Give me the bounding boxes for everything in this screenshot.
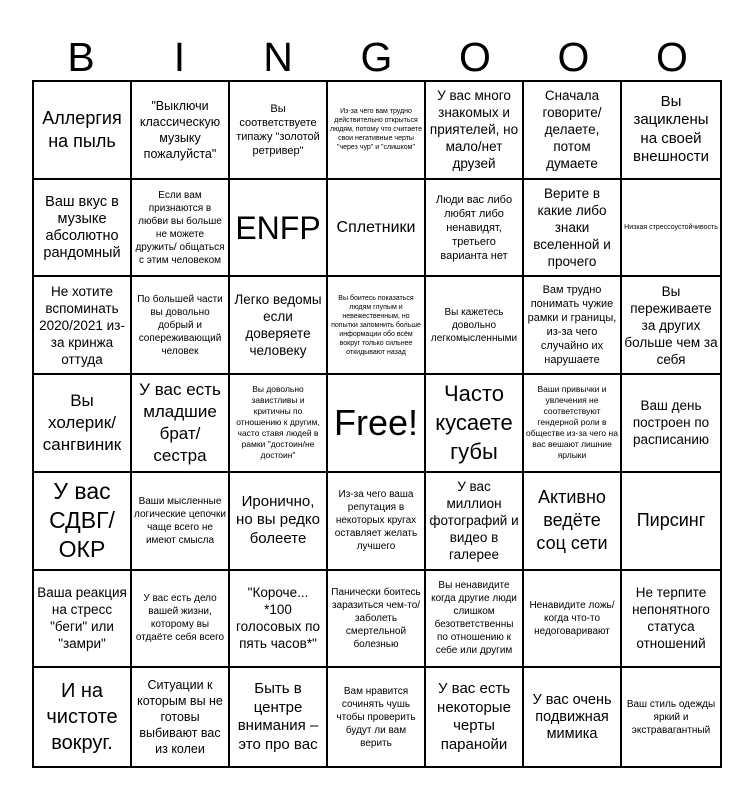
cell-text: Верите в какие либо знаки вселенной и прочего [533, 186, 611, 270]
bingo-cell[interactable] [132, 571, 230, 669]
cell-text: Сначала говорите/ делаете, потом думаете [542, 88, 602, 172]
cell-text: Вам трудно понимать чужие рамки и границы, из-за чего случайно их нарушаете [527, 284, 617, 367]
cell-text: У вас есть некоторые черты паранойи [437, 680, 511, 753]
bingo-cell[interactable] [34, 375, 132, 473]
cell-text: Ситуации к которым вы не готовы выбивают вас из колеи [137, 678, 223, 757]
cell-text: Не терпите непонятного статуса отношений [632, 585, 710, 652]
cell-text: И на чистоте вокруг. [46, 680, 118, 755]
cell-text: Вы соответствуете типажу "золотой ретривер" [236, 102, 320, 157]
cell-text: Вы холерик/ сангвиник [42, 390, 122, 454]
free-space[interactable] [328, 375, 426, 473]
cell-text: У вас СДВГ/ ОКР [49, 478, 115, 563]
cell-text: Из-за чего вам трудно действительно открыться людям, потому что считаете свои негативные черты "через чур" и "слишком" [330, 108, 422, 152]
bingo-cell[interactable] [34, 473, 132, 571]
cell-text: Из-за чего ваша репутация в некоторых кругах оставляет желать лучшего [334, 489, 418, 553]
bingo-grid [32, 80, 722, 768]
header-letter-n: N [263, 34, 293, 80]
bingo-cell[interactable] [34, 277, 132, 375]
cell-text: "Выключи классическую музыку пожалуйста" [139, 98, 221, 161]
bingo-cell[interactable] [524, 180, 622, 278]
bingo-cell[interactable] [426, 668, 524, 766]
bingo-cell[interactable] [328, 571, 426, 669]
cell-text: Низкая стрессоустойчивость [624, 224, 718, 232]
cell-text: По большей части вы довольно добрый и сопереживающий человек [137, 293, 223, 357]
bingo-cell[interactable] [230, 277, 328, 375]
cell-text: Часто кусаете губы [435, 381, 513, 465]
header-letter-o-2: O [557, 34, 590, 80]
cell-text: Вам нравится сочинять чушь чтобы проверить будут ли вам верить [336, 685, 416, 749]
bingo-cell[interactable] [426, 82, 524, 180]
cell-text: Иронично, но вы редко болеете [236, 492, 320, 547]
bingo-cell[interactable] [524, 473, 622, 571]
bingo-cell[interactable] [622, 82, 720, 180]
cell-text: Вы ненавидите когда другие люди слишком безответственны по отношению к себе или другим [431, 580, 517, 657]
bingo-cell[interactable] [524, 571, 622, 669]
cell-text: Ваши привычки и увлечения не соответствуют гендерной роли в обществе из-за чего на вас вешают лишние ярлыки [526, 384, 618, 461]
cell-text: Вы переживаете за других больше чем за себя [624, 283, 718, 367]
cell-text: Вы кажетесь довольно легкомысленными [430, 306, 518, 344]
cell-text: У вас есть дело вашей жизни, которому вы отдаёте себя всего [135, 593, 225, 644]
bingo-cell[interactable] [132, 375, 230, 473]
bingo-cell[interactable] [524, 668, 622, 766]
bingo-cell[interactable] [622, 277, 720, 375]
header-letter-g: G [360, 34, 393, 80]
bingo-cell[interactable] [622, 180, 720, 278]
cell-text: Ваш день построен по расписанию [632, 398, 710, 448]
cell-text: Вы зациклены на своей внешности [632, 92, 709, 166]
cell-text: Если вам признаются в любви вы больше не можете дружить/ общаться с этим человеком [135, 189, 225, 266]
cell-text: У вас есть младшие брат/ сестра [139, 379, 221, 465]
bingo-cell[interactable] [34, 571, 132, 669]
cell-text: Ваша реакция на стресс "беги" или "замри" [37, 585, 127, 652]
bingo-cell[interactable] [230, 668, 328, 766]
bingo-cell[interactable] [524, 82, 622, 180]
bingo-cell[interactable] [230, 375, 328, 473]
bingo-cell[interactable] [524, 277, 622, 375]
cell-text: Вы боитесь показаться людям глупым и невежественным, но попытки запомнить больше информации обо всём вокруг только сильнее откидывают назад [331, 294, 421, 356]
bingo-cell[interactable] [426, 571, 524, 669]
bingo-cell[interactable] [230, 473, 328, 571]
header-letter-b: B [67, 34, 95, 80]
bingo-cell[interactable] [426, 277, 524, 375]
cell-text: Ненавидите ложь/когда что-то недоговаривают [529, 599, 615, 637]
cell-text: Вы довольно завистливы и критичны по отношению к другим, часто ставя людей в рамки "достоин/не достоин" [236, 384, 320, 461]
bingo-cell[interactable] [426, 180, 524, 278]
cell-text: Панически боитесь заразиться чем-то/заболеть смертельной болезнью [331, 586, 421, 650]
bingo-cell[interactable] [230, 180, 328, 278]
bingo-cell[interactable] [622, 668, 720, 766]
bingo-cell[interactable] [132, 180, 230, 278]
cell-text: Быть в центре внимания – это про вас [237, 680, 319, 753]
bingo-cell[interactable] [426, 375, 524, 473]
cell-text: Не хотите вспоминать 2020/2021 из-за кринжа оттуда [39, 283, 125, 367]
bingo-cell[interactable] [622, 473, 720, 571]
bingo-cell[interactable] [328, 180, 426, 278]
bingo-cell[interactable] [524, 375, 622, 473]
header-letter-o-3: O [656, 34, 688, 80]
bingo-cell[interactable] [132, 473, 230, 571]
header-letter-o-1: O [459, 34, 491, 80]
cell-text: У вас миллион фотографий и видео в галерее [429, 479, 519, 563]
bingo-cell[interactable] [132, 668, 230, 766]
cell-text: Люди вас либо любят либо ненавидят, третьего варианта нет [435, 193, 513, 262]
cell-text: Ваш вкус в музыке абсолютно рандомный [43, 193, 121, 261]
bingo-cell[interactable] [328, 473, 426, 571]
cell-text: Активно ведёте соц сети [536, 487, 608, 554]
bingo-cell[interactable] [328, 82, 426, 180]
cell-text: Пирсинг [636, 510, 706, 531]
bingo-cell[interactable] [622, 571, 720, 669]
bingo-cell[interactable] [230, 82, 328, 180]
bingo-cell[interactable] [132, 277, 230, 375]
cell-text: Ваш стиль одежды яркий и экстравагантный [626, 698, 716, 736]
cell-text: "Короче... *100 голосовых по пять часов*" [236, 585, 320, 652]
bingo-cell[interactable] [34, 668, 132, 766]
cell-text: Ваши мысленные логические цепочки чаще всего не имеют смысла [134, 495, 226, 546]
cell-text: Сплетники [336, 219, 416, 237]
cell-text: У вас очень подвижная мимика [532, 691, 612, 742]
bingo-cell[interactable] [34, 180, 132, 278]
cell-text: У вас много знакомых и приятелей, но мало/нет друзей [429, 88, 519, 172]
bingo-header [32, 34, 722, 80]
bingo-cell[interactable] [132, 82, 230, 180]
bingo-cell[interactable] [328, 277, 426, 375]
bingo-cell[interactable] [34, 82, 132, 180]
bingo-cell[interactable] [426, 473, 524, 571]
bingo-cell[interactable] [230, 571, 328, 669]
cell-text: Легко ведомы если доверяете человеку [234, 292, 322, 359]
cell-text: ENFP [235, 209, 321, 246]
bingo-cell[interactable] [328, 668, 426, 766]
free-space-label: Free! [333, 401, 419, 443]
cell-text: Аллергия на пыль [42, 107, 122, 151]
header-letter-i: I [173, 34, 186, 80]
bingo-cell[interactable] [622, 375, 720, 473]
